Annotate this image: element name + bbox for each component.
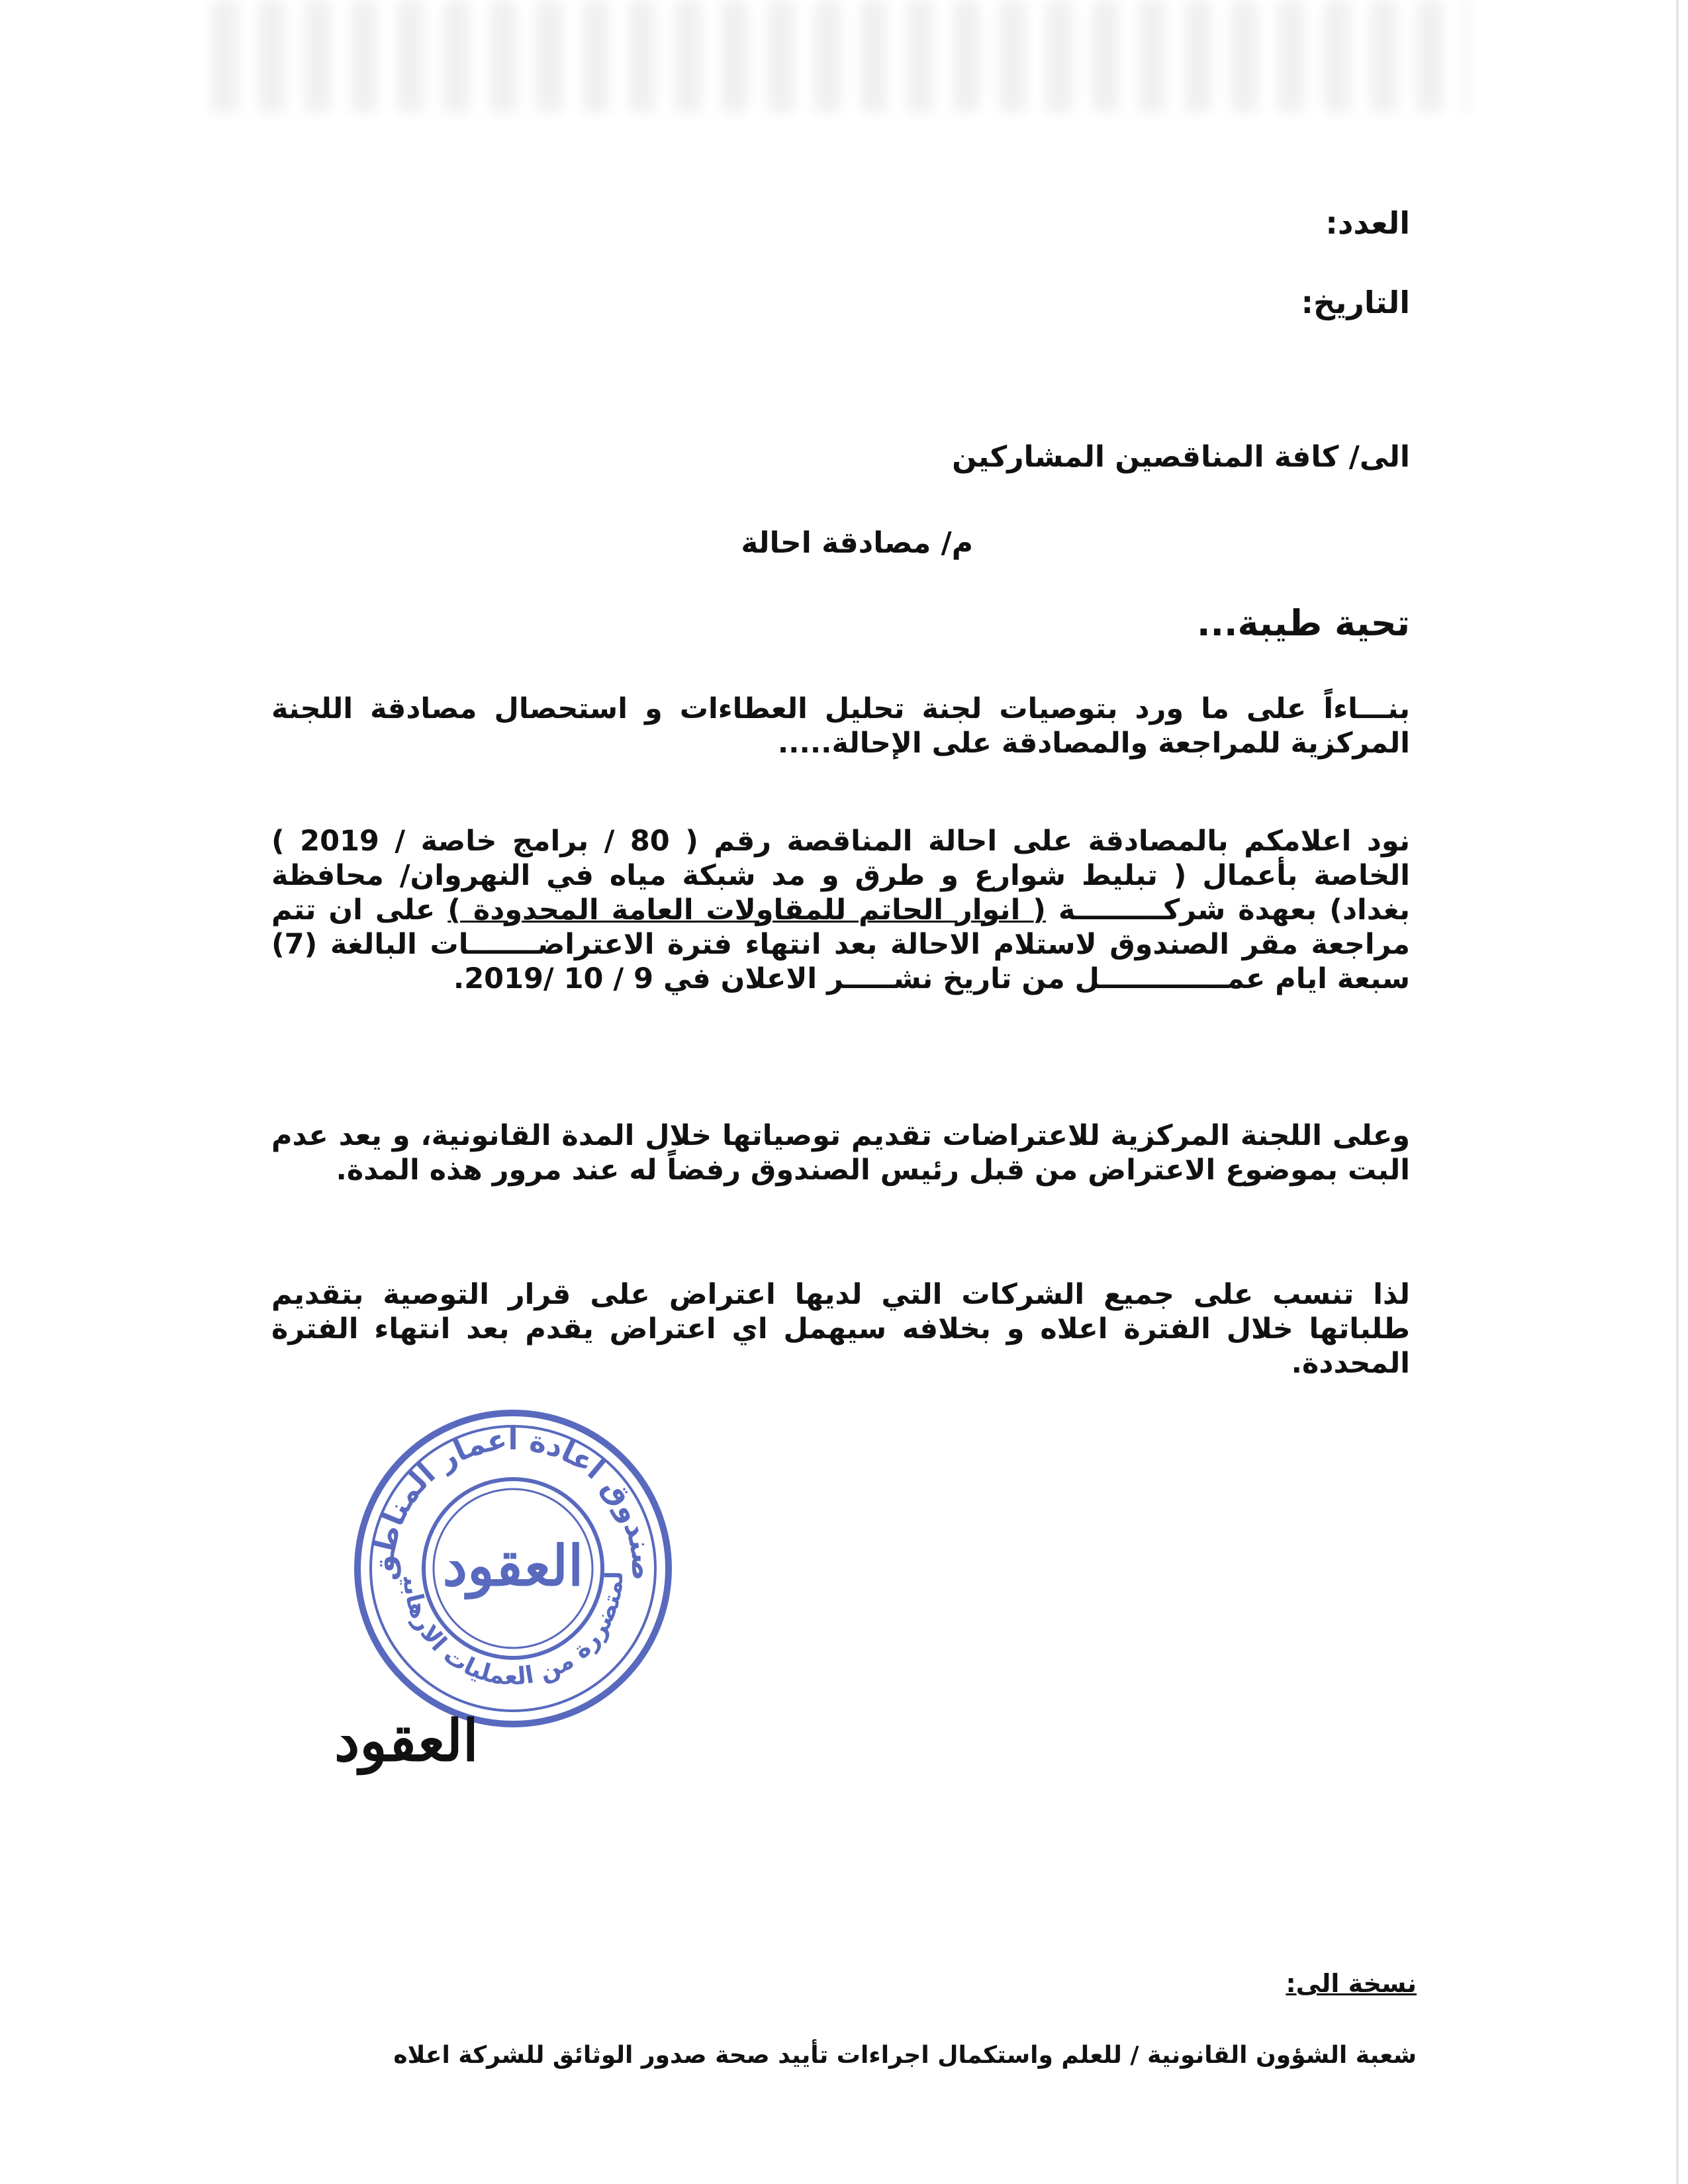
page-edge [1676, 0, 1679, 2184]
copy-to-line: شعبة الشؤون القانونية / للعلم واستكمال اجراءات تأييد صحة صدور الوثائق للشركة اعلاه [393, 2042, 1417, 2069]
stamp-seal-icon [348, 1403, 679, 1734]
greeting: تحية طيبة... [1196, 602, 1410, 644]
copy-to-label: نسخة الى: [1286, 1969, 1417, 1998]
company-name: ( انوار الحاتم للمقاولات العامة المحدودة ) [447, 893, 1046, 927]
paragraph-2-end: على ان تتم مراجعة مقر الصندوق لاستلام الاحالة بعد انتهاء فترة الاعتراضـــــــات البالغة (7) سبعة ايام عمـــــــــــــل من تاريخ نشـــــر الاعلان في 9 / 10 /2019. [271, 893, 1410, 995]
paragraph-4: لذا تنسب على جميع الشركات التي لديها اعتراض على قرار التوصية بتقديم طلباتها خلال الفترة اعلاه و بخلافه سيهمل اي اعتراض يقدم بعد انتهاء الفترة المحددة. [271, 1278, 1410, 1380]
paragraph-1: بنـــاءاً على ما ورد بتوصيات لجنة تحليل العطاءات و استحصال مصادقة اللجنة المركزية للمراجعة والمصادقة على الإحالة..... [271, 692, 1410, 760]
svg-text:المتضررة من العمليات الارهابية: لمتضررة من العمليات الارهابية [397, 1570, 629, 1691]
paragraph-3: وعلى اللجنة المركزية للاعتراضات تقديم توصياتها خلال المدة القانونية، و يعد عدم البت بموضوع الاعتراض من قبل رئيس الصندوق رفضاً له عند مرور هذه المدة. [271, 1119, 1410, 1187]
subject-line: م/ مصادقة احالة [741, 526, 973, 560]
recipient-line: الى/ كافة المناقصين المشاركين [952, 440, 1410, 474]
faint-letterhead-bleed [212, 0, 1470, 113]
date-label: التاريخ: [1301, 285, 1410, 320]
paragraph-2 [271, 824, 1410, 996]
svg-text:صندوق اعادة اعمار المناطق: صندوق اعادة اعمار المناطق [367, 1422, 659, 1581]
official-stamp [348, 1403, 679, 1734]
paragraph-2-start: نود اعلامكم بالمصادقة على احالة المناقصة رقم ( 80 / برامج خاصة / 2019 ) الخاصة بأعمال ( تبليط شوارع و طرق و مد شبكة مياه في النهروان/ محافظة بغداد) بعهدة شركـــــــــة [271, 825, 1411, 927]
svg-text:العقود: العقود [442, 1533, 584, 1598]
signature-text: العقود [334, 1707, 479, 1774]
number-label: العدد: [1325, 205, 1410, 241]
